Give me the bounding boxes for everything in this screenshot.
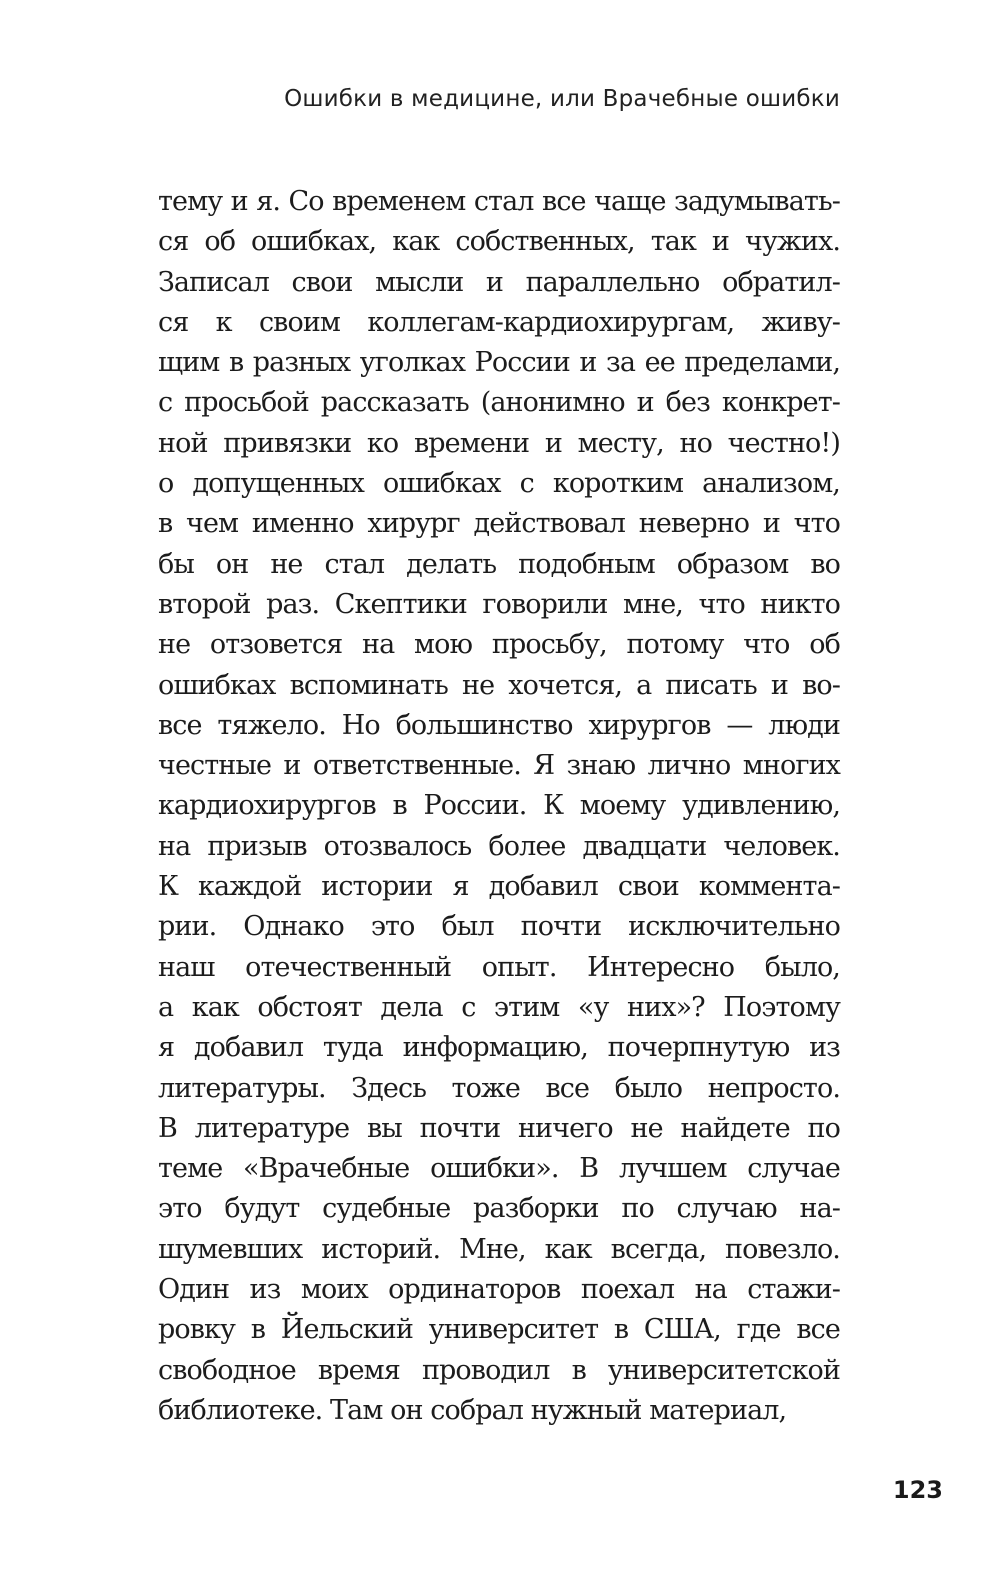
page-number: 123 (892, 1476, 943, 1504)
text-line: ся об ошибках, как собственных, так и чужих. (158, 226, 840, 258)
text-line: а как обстоят дела с этим «у них»? Поэтому (158, 991, 840, 1023)
text-line: в чем именно хирург действовал неверно и что (158, 508, 840, 540)
text-line: Записал свои мысли и параллельно обратил- (158, 266, 840, 298)
text-line: ровку в Йельский университет в США, где все (158, 1314, 840, 1346)
text-line: на призыв отозвалось более двадцати человек. (158, 830, 840, 862)
text-line: шумевших историй. Мне, как всегда, повезло. (158, 1233, 840, 1265)
text-line: кардиохирургов в России. К моему удивлению, (158, 790, 840, 822)
body-text (158, 182, 840, 1431)
text-line: Один из моих ординаторов поехал на стажи- (158, 1274, 840, 1306)
text-line: ной привязки ко времени и месту, но честно!) (158, 427, 840, 459)
running-header: Ошибки в медицине, или Врачебные ошибки (284, 86, 840, 112)
text-line: тему и я. Со временем стал все чаще задумывать- (158, 186, 840, 217)
text-line: это будут судебные разборки по случаю на- (158, 1193, 840, 1225)
text-line: я добавил туда информацию, почерпнутую из (158, 1032, 840, 1064)
text-line: ся к своим коллегам-кардиохирургам, живу- (158, 306, 840, 338)
text-line: щим в разных уголках России и за ее пределами, (158, 347, 840, 379)
text-line: К каждой истории я добавил свои коммента- (158, 871, 840, 903)
text-line: свободное время проводил в университетской (158, 1354, 840, 1386)
text-line: В литературе вы почти ничего не найдете по (158, 1112, 840, 1144)
text-line: честные и ответственные. Я знаю лично многих (158, 750, 840, 782)
text-line: рии. Однако это был почти исключительно (158, 911, 840, 943)
text-line: не отзовется на мою просьбу, потому что об (158, 629, 840, 661)
text-line: все тяжело. Но большинство хирургов — люди (158, 709, 840, 741)
text-line: о допущенных ошибках с коротким анализом, (158, 468, 840, 500)
text-line: теме «Врачебные ошибки». В лучшем случае (158, 1153, 840, 1185)
text-line: наш отечественный опыт. Интересно было, (158, 951, 840, 983)
text-line: ошибках вспоминать не хочется, а писать и во- (158, 669, 840, 701)
text-line: второй раз. Скептики говорили мне, что никто (158, 588, 840, 620)
text-line: бы он не стал делать подобным образом во (158, 548, 840, 580)
text-line: библиотеке. Там он собрал нужный материал, (158, 1394, 787, 1426)
text-line: литературы. Здесь тоже все было непросто. (158, 1072, 840, 1104)
text-line: с просьбой рассказать (анонимно и без конкрет- (158, 387, 840, 419)
